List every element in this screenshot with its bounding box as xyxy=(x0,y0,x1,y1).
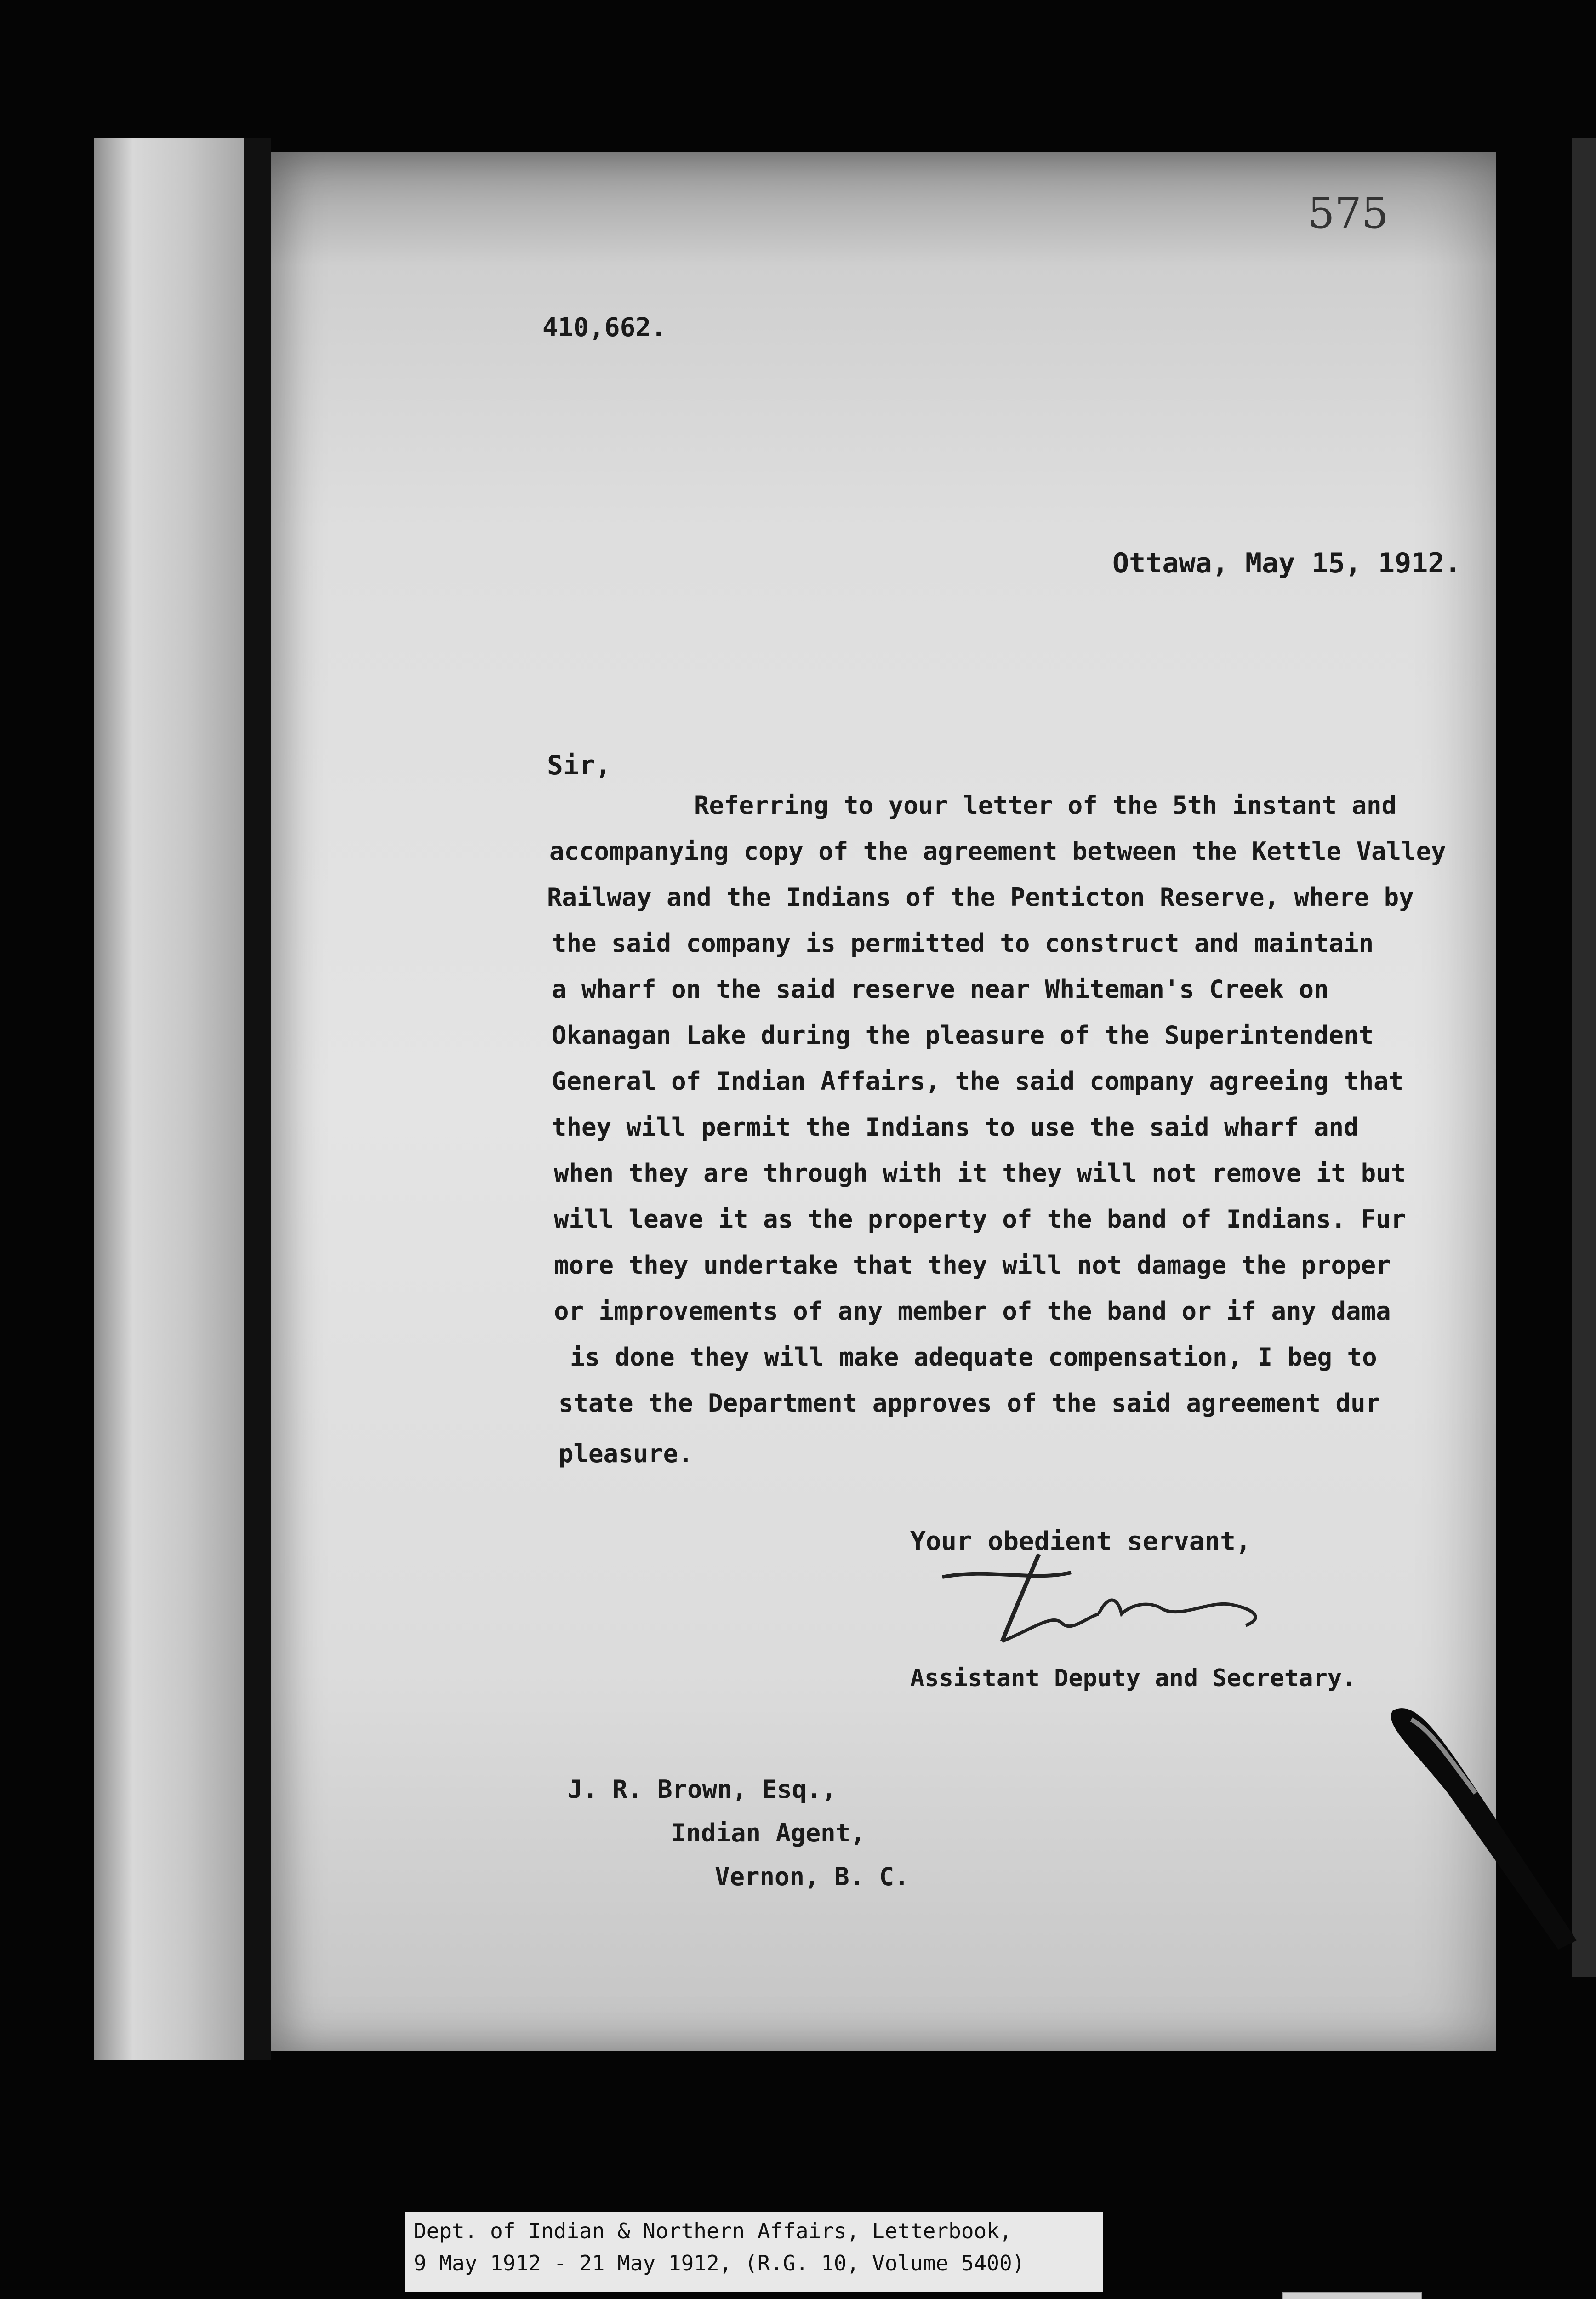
signer-title: Assistant Deputy and Secretary. xyxy=(910,1664,1357,1692)
letter-date: Ottawa, May 15, 1912. xyxy=(1112,547,1461,579)
address-line: Vernon, B. C. xyxy=(715,1862,909,1891)
body-line: more they undertake that they will not damage the proper xyxy=(554,1251,1391,1280)
body-line: pleasure. xyxy=(559,1439,693,1468)
file-number: 410,662. xyxy=(542,313,667,343)
body-line: state the Department approves of the said agreement dur xyxy=(559,1389,1381,1418)
poor-copy-note xyxy=(1282,2292,1422,2299)
address-line: J. R. Brown, Esq., xyxy=(568,1775,837,1804)
body-line: Referring to your letter of the 5th instant and xyxy=(694,791,1397,820)
pen-icon xyxy=(1384,1701,1595,1959)
page-number: 575 xyxy=(1308,189,1389,238)
body-line: the said company is permitted to construct and maintain xyxy=(552,929,1374,958)
body-line: is done they will make adequate compensation, I beg to xyxy=(570,1343,1377,1372)
left-folded-sheet xyxy=(94,138,248,2060)
body-line: when they are through with it they will not remove it but xyxy=(554,1159,1406,1188)
label-line: 9 May 1912 - 21 May 1912, (R.G. 10, Volume 5400) xyxy=(414,2251,1025,2276)
address-line: Indian Agent, xyxy=(671,1819,866,1847)
body-line: will leave it as the property of the band of Indians. Fur xyxy=(554,1205,1406,1234)
body-line: Railway and the Indians of the Penticton Reserve, where by xyxy=(547,883,1414,912)
closing: Your obedient servant, xyxy=(910,1527,1251,1556)
handwritten-signature xyxy=(933,1550,1282,1655)
letter-page xyxy=(271,152,1496,2051)
body-line: or improvements of any member of the band or if any dama xyxy=(554,1297,1391,1326)
sheet-gap xyxy=(244,138,271,2060)
body-line: Okanagan Lake during the pleasure of the Superintendent xyxy=(552,1021,1374,1050)
body-line: they will permit the Indians to use the said wharf and xyxy=(552,1113,1359,1142)
body-line: a wharf on the said reserve near Whiteman's Creek on xyxy=(552,975,1329,1004)
body-line: accompanying copy of the agreement between the Kettle Valley xyxy=(549,837,1446,866)
label-line: Dept. of Indian & Northern Affairs, Letterbook, xyxy=(414,2219,1012,2243)
body-line: General of Indian Affairs, the said company agreeing that xyxy=(552,1067,1404,1096)
salutation: Sir, xyxy=(547,749,611,781)
